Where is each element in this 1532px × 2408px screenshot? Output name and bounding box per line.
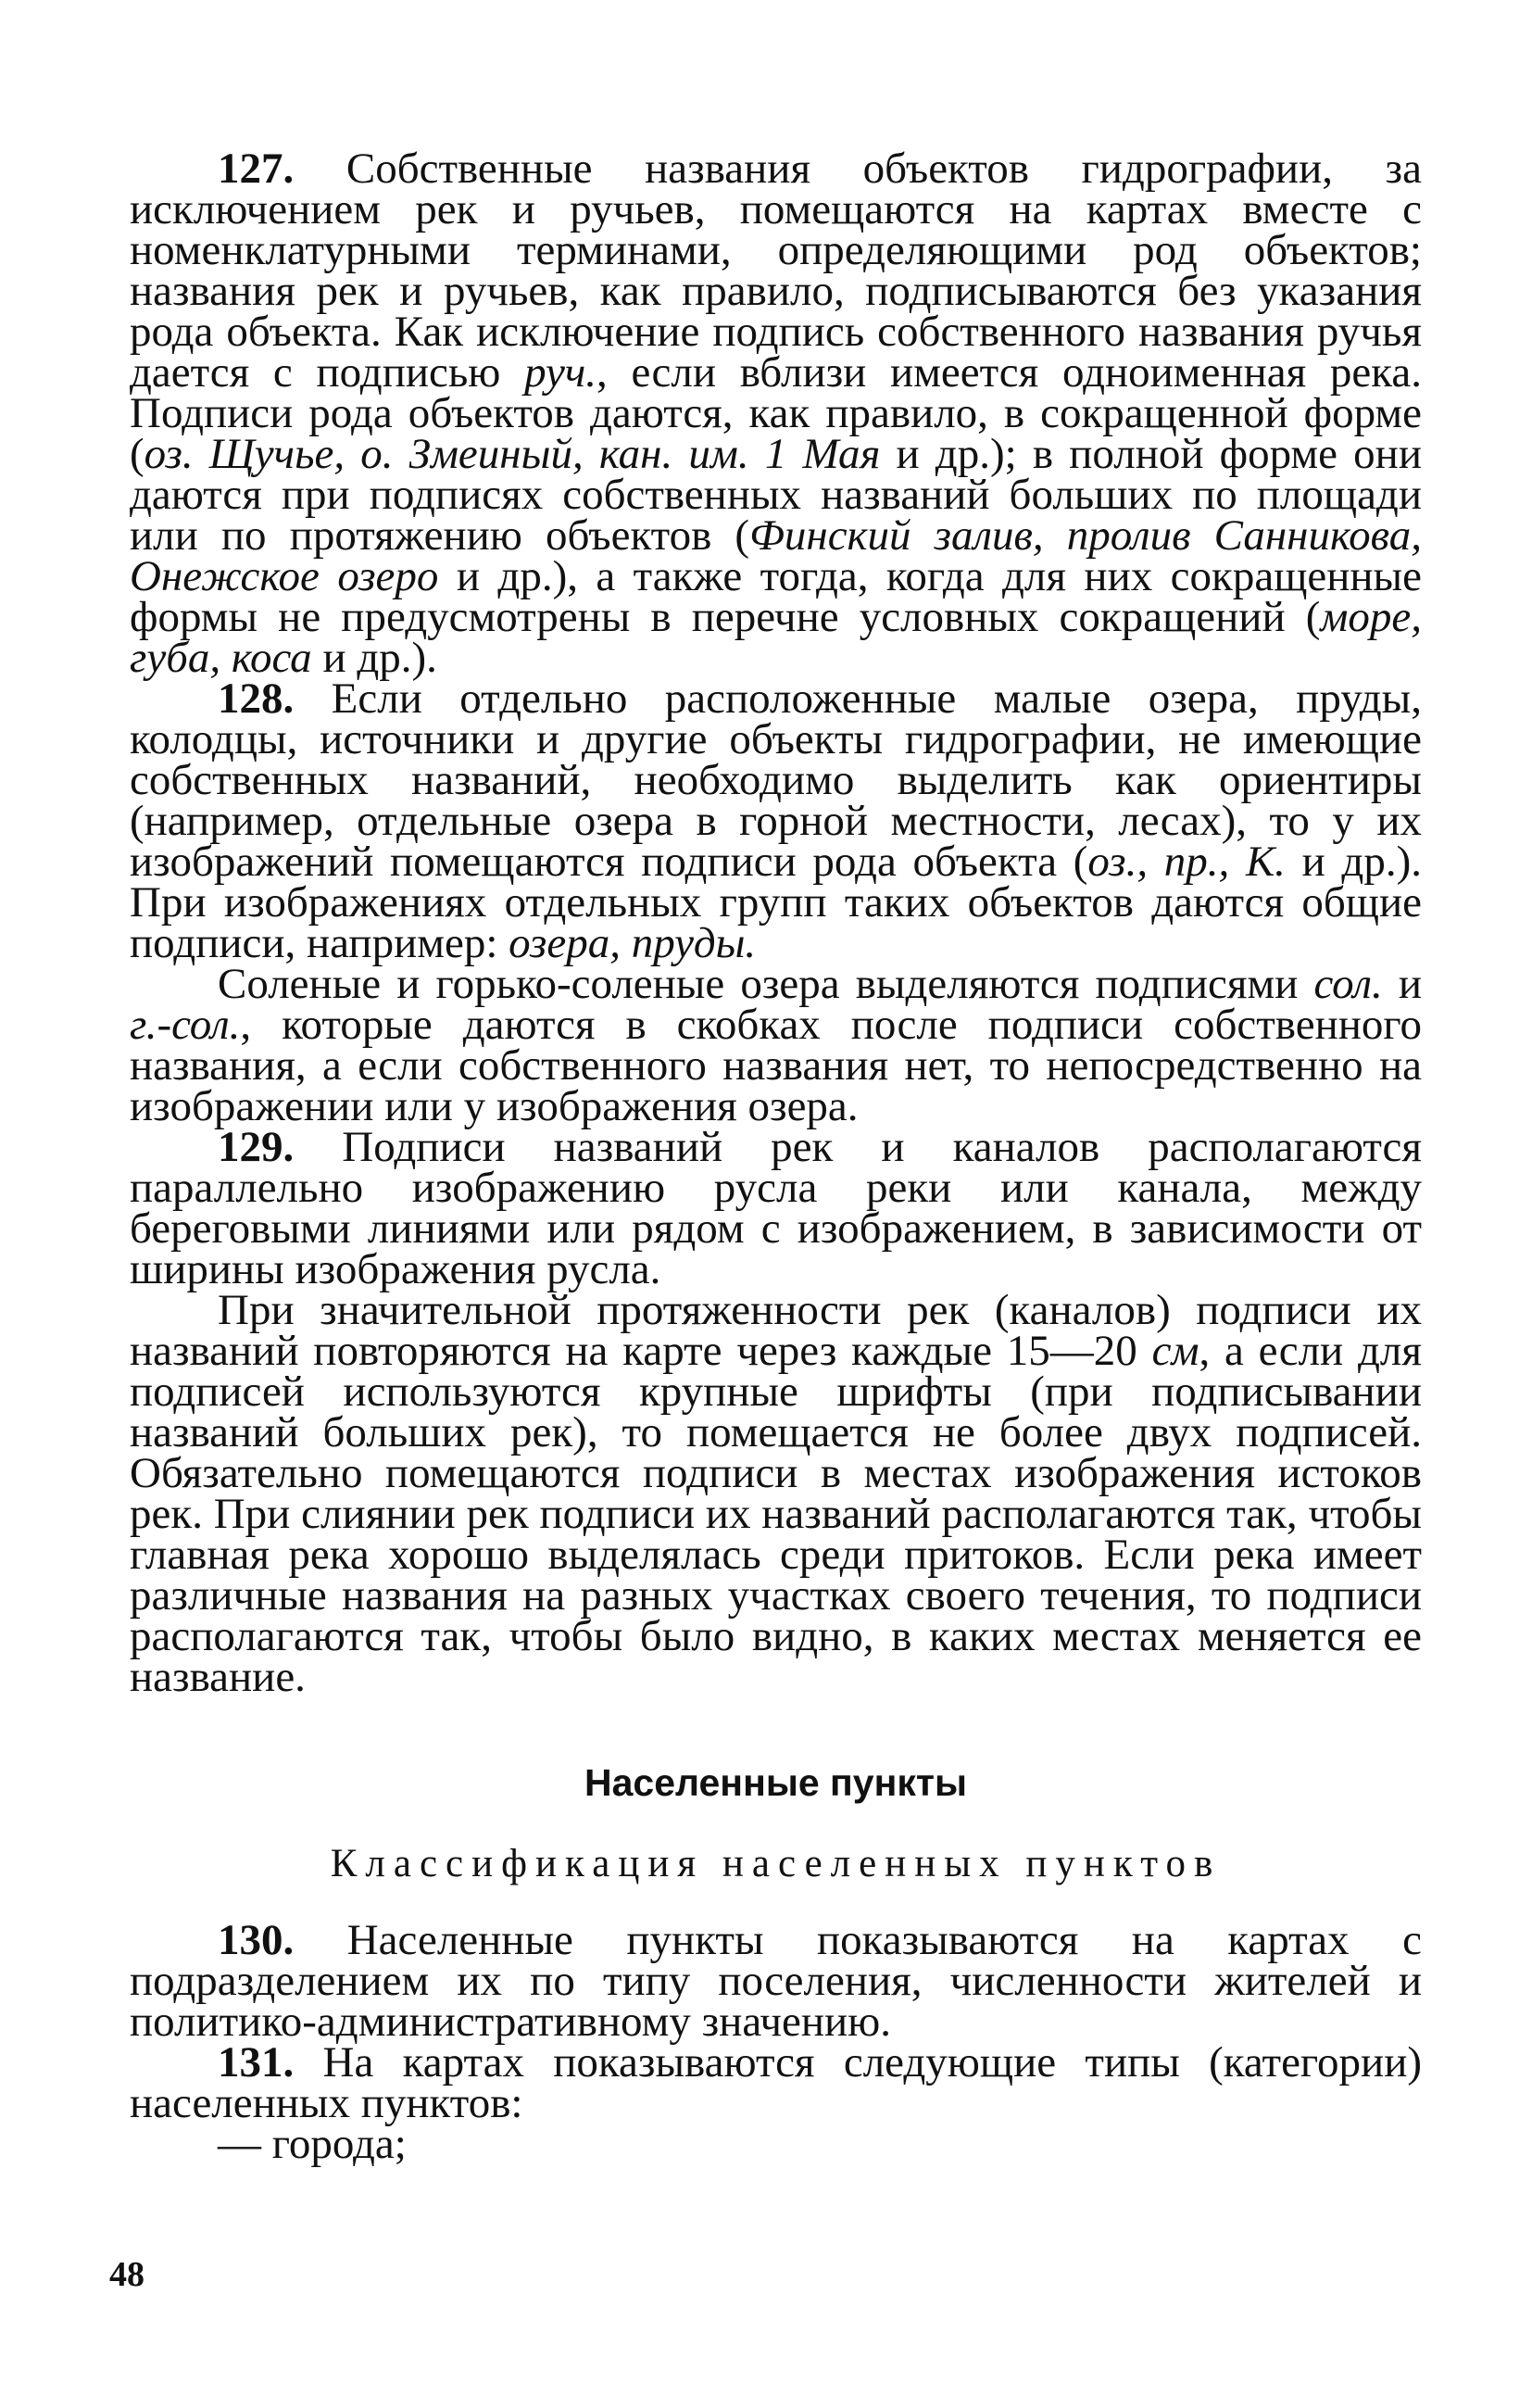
paragraph-127: 127. Собственные названия объектов гидрографии, за исключением рек и ручьев, помещаются на картах вместе с номенклатурными терминами, определяющими род объектов; названия рек и ручьев, как правило, подписываются без указания рода объекта. Как исключение подпись собственного названия ручья дается с подписью руч., если вблизи имеется одноименная река. Подписи рода объектов даются, как правило, в сокращенной форме (оз. Щучье, о. Змеиный, кан. им. 1 Мая и др.); в полной форме они даются при подписях собственных названий больших по площади или по протяжению объектов (Финский залив, пролив Санникова, Онежское озеро и др.), а также тогда, когда для них сокращенные формы не предусмотрены в перечне условных сокращений (море, губа, коса и др.). bbox=[130, 145, 1423, 682]
paragraph-128-salt-lakes: Соленые и горько-соленые озера выделяются подписями сол. и г.-сол., которые даются в скобках после подписи собственного названия, а если собственного названия нет, то непосредственно на изображении или у изображения озера. bbox=[130, 960, 1422, 1130]
page-number: 48 bbox=[109, 2255, 144, 2294]
paragraph-129: 129. Подписи названий рек и каналов располагаются параллельно изображению русла реки или канала, между береговыми линиями или рядом с изображением, в зависимости от ширины изображения русла. bbox=[130, 1123, 1422, 1293]
paragraph-128: 128. Если отдельно расположенные малые озера, пруды, колодцы, источники и другие объекты гидрографии, не имеющие собственных названий, необходимо выделить как ориентиры (например, отдельные озера в горной местности, лесах), то у их изображений помещаются подписи рода объекта (оз., пр., К. и др.). При изображениях отдельных групп таких объектов даются общие подписи, например: озера, пруды. bbox=[130, 674, 1422, 967]
paragraph-129-rivers: При значительной протяженности рек (каналов) подписи их названий повторяются на карте через каждые 15—20 см, а если для подписей используются крупные шрифты (при подписывании названий больших рек), то помещается не более двух подписей. Обязательно помещаются подписи в местах изображения истоков рек. При слиянии рек подписи их названий располагаются так, чтобы главная река хорошо выделялась среди притоков. Если река имеет различные названия на разных участках своего течения, то подписи располагаются так, чтобы было видно, в каких местах меняется ее название. bbox=[130, 1286, 1422, 1701]
paragraph-130: 130. Населенные пункты показываются на картах с подразделением их по типу поселения, численности жителей и политико-административному значению. bbox=[130, 1916, 1422, 2046]
paragraph-number: 127. bbox=[218, 145, 295, 193]
paragraph-number: 131. bbox=[218, 2038, 295, 2087]
paragraph-number: 128. bbox=[218, 674, 295, 723]
paragraph-131: 131. На картах показываются следующие типы (категории) населенных пунктов: bbox=[130, 2038, 1422, 2127]
paragraph-number: 129. bbox=[218, 1123, 295, 1171]
page-body bbox=[130, 145, 1423, 2168]
subsection-title: Классификация населенных пунктов bbox=[330, 1842, 1222, 1885]
section-title: Населенные пункты bbox=[584, 1761, 967, 1804]
paragraph-number: 130. bbox=[218, 1916, 295, 1964]
list-item: — города; bbox=[218, 2120, 407, 2168]
